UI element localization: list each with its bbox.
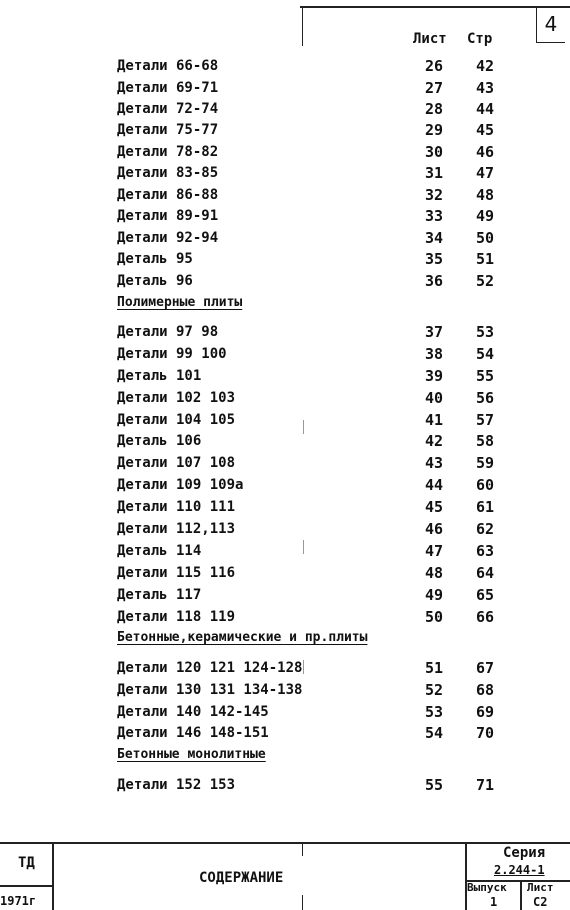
stamp-issue-divider bbox=[520, 880, 522, 910]
row-label: Детали 72-74 bbox=[117, 101, 219, 117]
row-sheet-number: 35 bbox=[425, 250, 444, 268]
row-sheet-number: 41 bbox=[425, 411, 444, 429]
row-page-number: 43 bbox=[476, 79, 495, 97]
row-page-number: 69 bbox=[476, 703, 495, 721]
stamp-code: ТД bbox=[18, 855, 35, 871]
stamp-sheet-value: С2 bbox=[533, 895, 548, 909]
row-page-number: 57 bbox=[476, 411, 495, 429]
row-sheet-number: 29 bbox=[425, 121, 444, 139]
row-sheet-number: 40 bbox=[425, 389, 444, 407]
row-label: Детали 152 153 bbox=[117, 777, 236, 793]
row-label: Деталь 96 bbox=[117, 273, 193, 289]
row-label: Деталь 106 bbox=[117, 433, 202, 449]
row-page-number: 50 bbox=[476, 229, 495, 247]
stamp-series-value: 2.244-1 bbox=[494, 863, 545, 877]
row-label: Детали 146 148-151 bbox=[117, 725, 269, 741]
row-sheet-number: 27 bbox=[425, 79, 444, 97]
row-page-number: 67 bbox=[476, 659, 495, 677]
row-sheet-number: 42 bbox=[425, 432, 444, 450]
fold-mark bbox=[303, 540, 304, 554]
row-page-number: 47 bbox=[476, 164, 495, 182]
row-page-number: 51 bbox=[476, 250, 495, 268]
row-label: Детали 102 103 bbox=[117, 390, 236, 406]
section-heading: Полимерные плиты bbox=[117, 295, 243, 310]
row-page-number: 61 bbox=[476, 498, 495, 516]
row-sheet-number: 53 bbox=[425, 703, 444, 721]
row-sheet-number: 28 bbox=[425, 100, 444, 118]
page-number: 4 bbox=[536, 6, 565, 43]
row-page-number: 55 bbox=[476, 367, 495, 385]
row-sheet-number: 33 bbox=[425, 207, 444, 225]
row-page-number: 56 bbox=[476, 389, 495, 407]
row-sheet-number: 30 bbox=[425, 143, 444, 161]
column-header-sheet: Лист bbox=[413, 31, 447, 47]
row-label: Детали 107 108 bbox=[117, 455, 236, 471]
row-sheet-number: 36 bbox=[425, 272, 444, 290]
row-label: Детали 78-82 bbox=[117, 144, 219, 160]
stamp-title: СОДЕРЖАНИЕ bbox=[199, 870, 284, 886]
row-label: Детали 140 142-145 bbox=[117, 704, 269, 720]
row-page-number: 66 bbox=[476, 608, 495, 626]
row-label: Детали 75-77 bbox=[117, 122, 219, 138]
center-fold-line bbox=[302, 6, 303, 46]
row-label: Детали 118 119 bbox=[117, 609, 236, 625]
stamp-divider-left bbox=[52, 842, 54, 910]
row-label: Детали 109 109а bbox=[117, 477, 244, 493]
row-label: Деталь 95 bbox=[117, 251, 193, 267]
row-sheet-number: 55 bbox=[425, 776, 444, 794]
row-page-number: 60 bbox=[476, 476, 495, 494]
stamp-divider-right bbox=[465, 842, 467, 910]
row-label: Детали 115 116 bbox=[117, 565, 236, 581]
row-sheet-number: 44 bbox=[425, 476, 444, 494]
row-sheet-number: 39 bbox=[425, 367, 444, 385]
row-label: Детали 112,113 bbox=[117, 521, 236, 537]
stamp-issue-label: Выпуск bbox=[467, 881, 507, 894]
stamp-center-tick bbox=[302, 842, 303, 856]
row-page-number: 58 bbox=[476, 432, 495, 450]
stamp-series-label: Серия bbox=[503, 845, 546, 861]
row-page-number: 45 bbox=[476, 121, 495, 139]
row-sheet-number: 32 bbox=[425, 186, 444, 204]
row-sheet-number: 50 bbox=[425, 608, 444, 626]
fold-mark bbox=[303, 420, 304, 434]
stamp-year: 1971г bbox=[0, 894, 37, 908]
row-label: Детали 83-85 bbox=[117, 165, 219, 181]
row-page-number: 54 bbox=[476, 345, 495, 363]
row-page-number: 71 bbox=[476, 776, 495, 794]
stamp-code-line bbox=[0, 885, 52, 887]
row-page-number: 63 bbox=[476, 542, 495, 560]
row-label: Детали 92-94 bbox=[117, 230, 219, 246]
row-page-number: 65 bbox=[476, 586, 495, 604]
row-sheet-number: 37 bbox=[425, 323, 444, 341]
row-sheet-number: 46 bbox=[425, 520, 444, 538]
row-sheet-number: 47 bbox=[425, 542, 444, 560]
row-page-number: 44 bbox=[476, 100, 495, 118]
stamp-top-line bbox=[0, 842, 570, 844]
row-sheet-number: 43 bbox=[425, 454, 444, 472]
row-sheet-number: 49 bbox=[425, 586, 444, 604]
row-label: Деталь 114 bbox=[117, 543, 202, 559]
row-label: Детали 89-91 bbox=[117, 208, 219, 224]
top-frame-line bbox=[300, 6, 570, 8]
stamp-sheet-label: Лист bbox=[527, 881, 554, 894]
row-label: Детали 66-68 bbox=[117, 58, 219, 74]
row-label: Детали 110 111 bbox=[117, 499, 236, 515]
row-label: Детали 120 121 124-128 bbox=[117, 660, 303, 676]
row-label: Деталь 117 bbox=[117, 587, 202, 603]
stamp-center-tick bbox=[302, 895, 303, 910]
row-label: Детали 104 105 bbox=[117, 412, 236, 428]
column-header-page: Стр bbox=[467, 31, 493, 47]
row-label: Детали 86-88 bbox=[117, 187, 219, 203]
row-sheet-number: 48 bbox=[425, 564, 444, 582]
row-page-number: 62 bbox=[476, 520, 495, 538]
stamp-issue-value: 1 bbox=[490, 895, 498, 909]
row-page-number: 68 bbox=[476, 681, 495, 699]
row-label: Детали 97 98 bbox=[117, 324, 219, 340]
row-label: Деталь 101 bbox=[117, 368, 202, 384]
row-sheet-number: 34 bbox=[425, 229, 444, 247]
row-page-number: 48 bbox=[476, 186, 495, 204]
section-heading: Бетонные,керамические и пр.плиты bbox=[117, 630, 368, 645]
row-page-number: 46 bbox=[476, 143, 495, 161]
row-page-number: 53 bbox=[476, 323, 495, 341]
row-page-number: 64 bbox=[476, 564, 495, 582]
row-page-number: 59 bbox=[476, 454, 495, 472]
fold-mark bbox=[303, 660, 304, 674]
row-sheet-number: 51 bbox=[425, 659, 444, 677]
row-page-number: 49 bbox=[476, 207, 495, 225]
row-sheet-number: 31 bbox=[425, 164, 444, 182]
row-sheet-number: 45 bbox=[425, 498, 444, 516]
section-heading: Бетонные монолитные bbox=[117, 747, 266, 762]
row-label: Детали 99 100 bbox=[117, 346, 227, 362]
row-page-number: 42 bbox=[476, 57, 495, 75]
row-label: Детали 69-71 bbox=[117, 80, 219, 96]
row-sheet-number: 38 bbox=[425, 345, 444, 363]
row-page-number: 52 bbox=[476, 272, 495, 290]
row-sheet-number: 54 bbox=[425, 724, 444, 742]
row-sheet-number: 26 bbox=[425, 57, 444, 75]
row-page-number: 70 bbox=[476, 724, 495, 742]
row-sheet-number: 52 bbox=[425, 681, 444, 699]
row-label: Детали 130 131 134-138 bbox=[117, 682, 303, 698]
